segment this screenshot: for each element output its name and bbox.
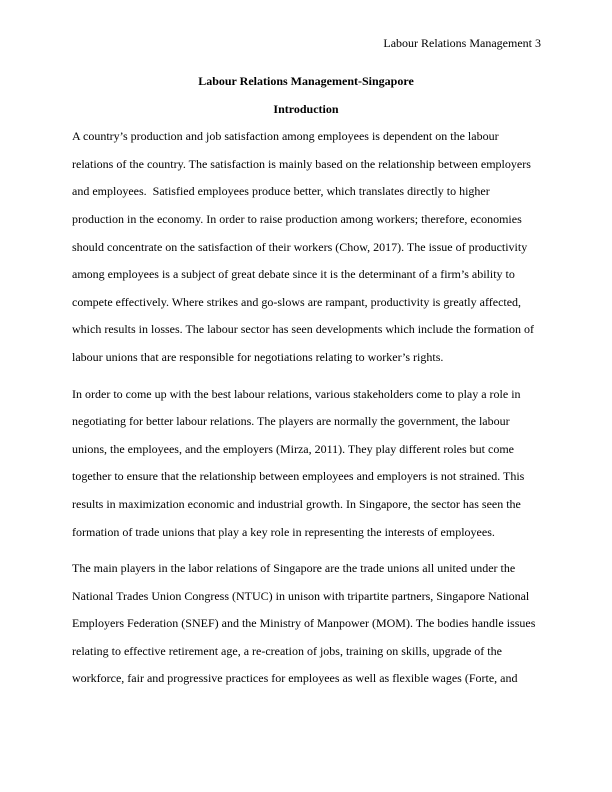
paragraph-line: among employees is a subject of great debate since it is the determinant of a firm’s ability to xyxy=(72,267,515,282)
paragraph-line: National Trades Union Congress (NTUC) in unison with tripartite partners, Singapore National xyxy=(72,588,530,603)
paragraph-line: unions, the employees, and the employers (Mirza, 2011). They play different roles but come xyxy=(72,441,514,456)
paragraph-line: and employees. Satisfied employees produce better, which translates directly to higher xyxy=(72,184,490,199)
paragraph-line: The main players in the labor relations of Singapore are the trade unions all united under the xyxy=(72,561,516,576)
paragraph-line: together to ensure that the relationship between employees and employers is not strained. This xyxy=(72,469,525,484)
paragraph-line: relations of the country. The satisfaction is mainly based on the relationship between employers xyxy=(72,156,531,171)
paragraph-line: formation of trade unions that play a key role in representing the interests of employees. xyxy=(72,524,495,539)
document-title: Labour Relations Management-Singapore xyxy=(198,74,414,88)
paragraph-line: workforce, fair and progressive practices for employees as well as flexible wages (Forte, and xyxy=(72,671,518,686)
running-head: Labour Relations Management 3 xyxy=(383,36,541,50)
paragraph-line: In order to come up with the best labour relations, various stakeholders come to play a role in xyxy=(72,386,521,401)
paragraph-line: A country’s production and job satisfaction among employees is dependent on the labour xyxy=(72,129,499,144)
paragraph-line: relating to effective retirement age, a re-creation of jobs, training on skills, upgrade of the xyxy=(72,643,502,658)
paragraph-line: compete effectively. Where strikes and go-slows are rampant, productivity is greatly affected, xyxy=(72,294,522,309)
paragraph-line: results in maximization economic and industrial growth. In Singapore, the sector has seen the xyxy=(72,496,521,511)
paragraph-line: labour unions that are responsible for negotiations relating to worker’s rights. xyxy=(72,349,444,364)
paragraph-line: should concentrate on the satisfaction of their workers (Chow, 2017). The issue of productivity xyxy=(72,239,528,254)
paragraph-3 xyxy=(72,555,540,693)
paragraph-line: negotiating for better labour relations. The players are normally the government, the labour xyxy=(72,414,510,429)
paragraph-line: which results in losses. The labour sector has seen developments which include the formation of xyxy=(72,322,534,337)
paragraph-line: production in the economy. In order to raise production among workers; therefore, economies xyxy=(72,211,522,226)
paragraph-line: Employers Federation (SNEF) and the Ministry of Manpower (MOM). The bodies handle issues xyxy=(72,616,536,631)
paragraph-2 xyxy=(72,381,540,547)
document-body xyxy=(72,68,540,702)
paragraph-1 xyxy=(72,123,540,371)
section-heading-introduction: Introduction xyxy=(273,101,339,116)
